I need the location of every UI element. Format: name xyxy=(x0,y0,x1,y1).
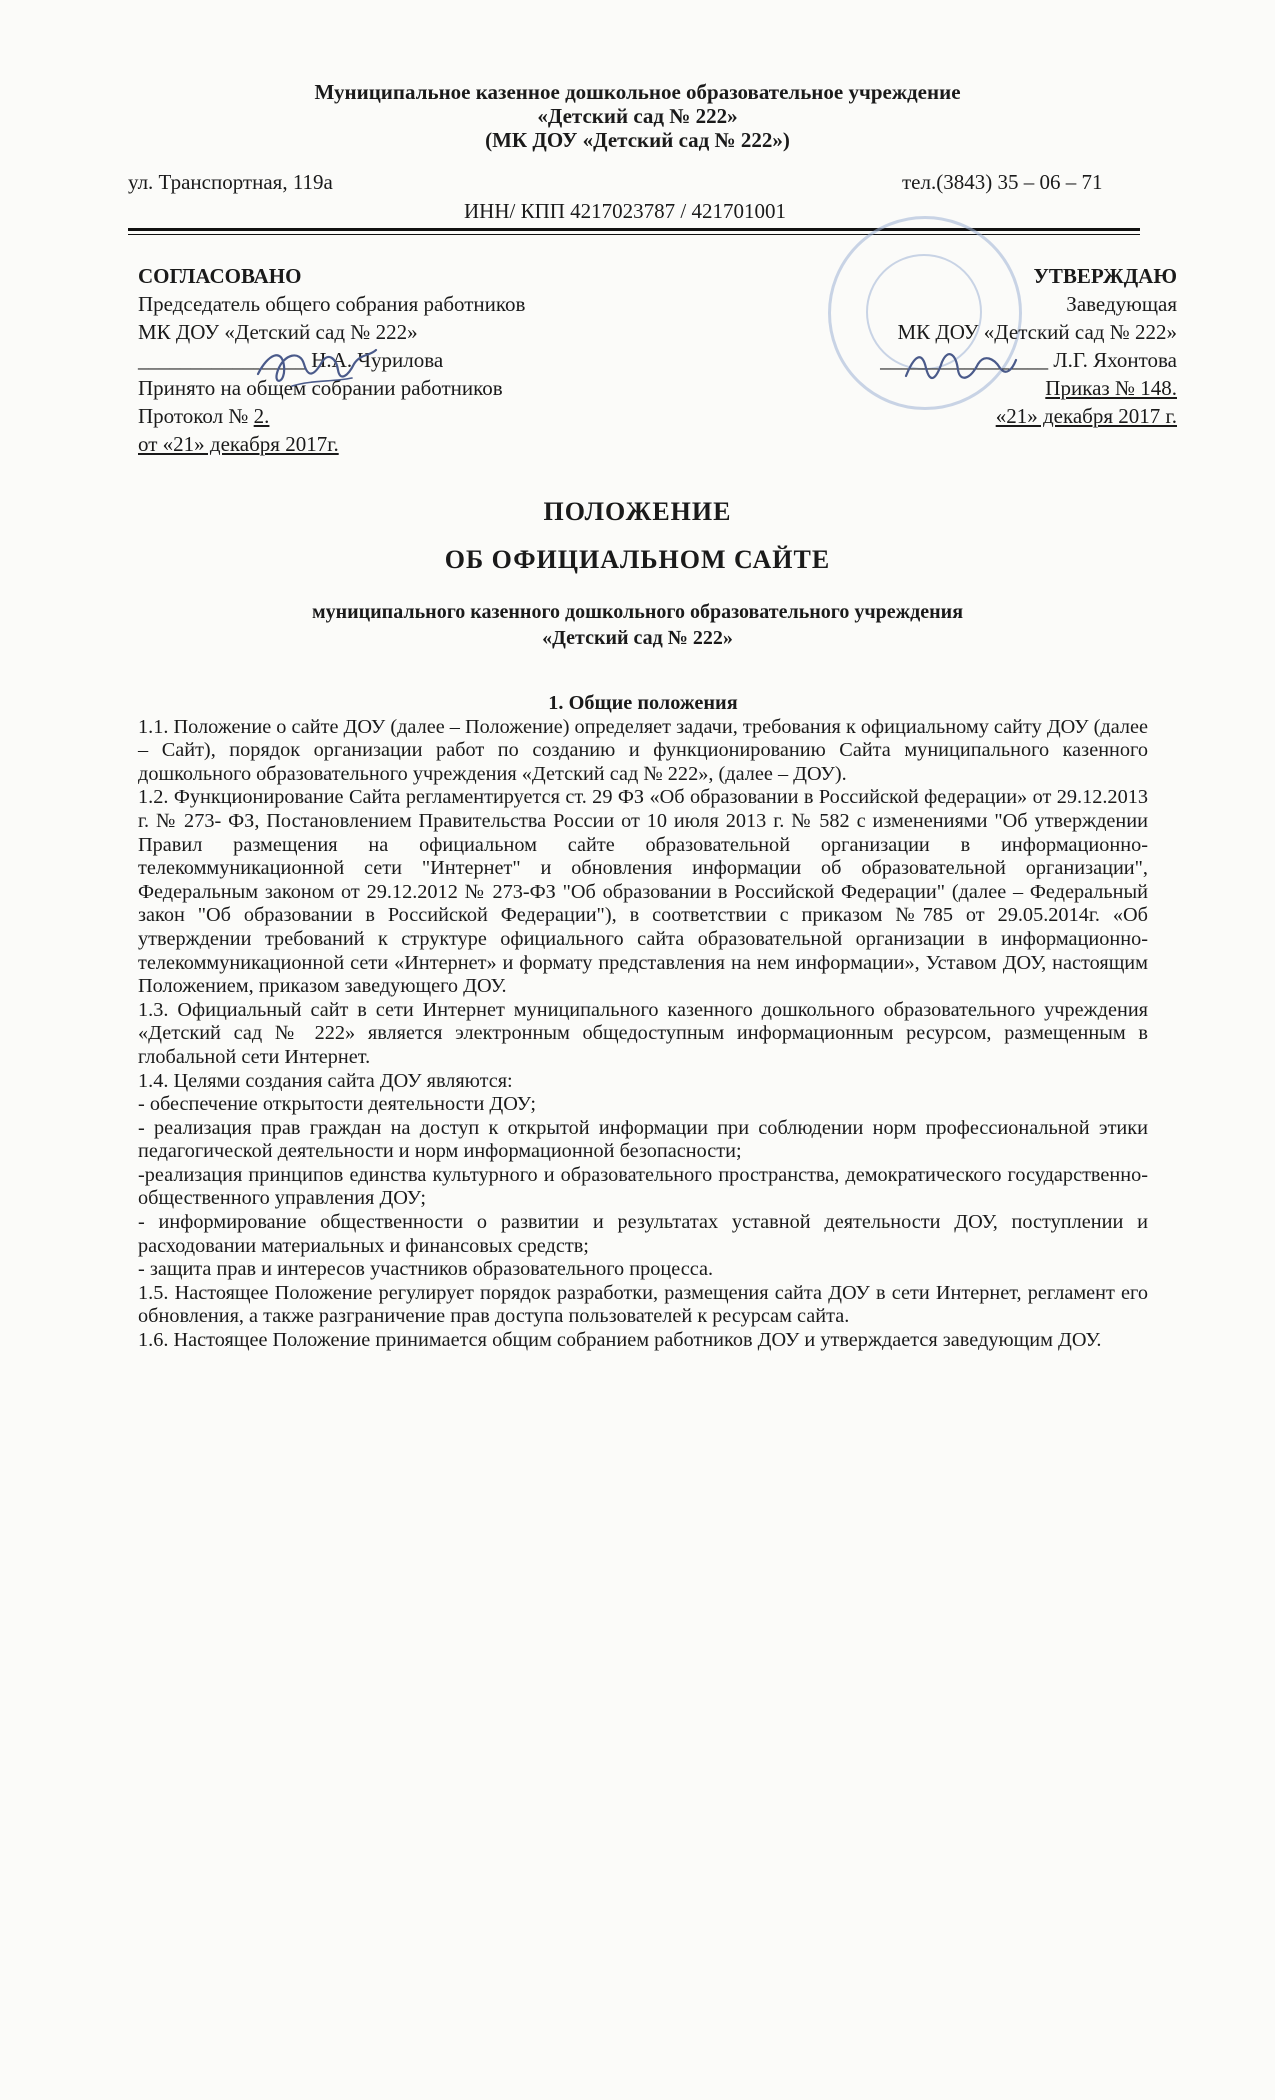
document-subtitle-line1: муниципального казенного дошкольного образовательного учреждения xyxy=(311,601,964,623)
document-subtitle-line2: «Детский сад № 222» xyxy=(542,627,733,649)
approved-date: «21» декабря 2017 г. xyxy=(995,404,1177,428)
paragraph-1-3: 1.3. Официальный сайт в сети Интернет муниципального казенного дошкольного образовательного учреждения «Детский сад № 222» является электронным общедоступным информационным ресурсом, размещенным в глобальной сети Интернет. xyxy=(138,998,1148,1068)
paragraph-1-1: 1.1. Положение о сайте ДОУ (далее – Положение) определяет задачи, требования к официальному сайту ДОУ (далее – Сайт), порядок организации работ по созданию и функционированию Сайта муниципального казенного дошкольного образовательного учреждения «Детский сад № 222», (далее – ДОУ). xyxy=(138,715,1148,785)
section-1 xyxy=(138,692,1148,1353)
org-phone: тел.(3843) 35 – 06 – 71 xyxy=(902,170,1103,194)
agreed-line4: Принято на общем собрании работников xyxy=(138,376,503,400)
approved-line2: МК ДОУ «Детский сад № 222» xyxy=(897,320,1177,344)
agreed-protocol xyxy=(138,402,525,430)
org-name-line2: «Детский сад № 222» xyxy=(537,104,738,128)
goal-item-1: - обеспечение открытости деятельности ДОУ; xyxy=(138,1093,536,1116)
agreed-line1: Председатель общего собрания работников xyxy=(138,292,526,316)
org-name-line3: (МК ДОУ «Детский сад № 222») xyxy=(485,128,790,152)
paragraph-1-5: 1.5. Настоящее Положение регулирует порядок разработки, размещения сайта ДОУ в сети Интернет, регламент его обновления, а также разграничение прав доступа пользователей к ресурсам сайта. xyxy=(138,1281,1148,1328)
header-rule-thick xyxy=(128,228,1140,231)
approved-heading: УТВЕРЖДАЮ xyxy=(1033,264,1177,288)
agreed-signature xyxy=(252,336,382,394)
goal-item-2: - реализация прав граждан на доступ к открытой информации при соблюдении норм профессиональной этики педагогической деятельности и норм информационной безопасности; xyxy=(138,1116,1148,1163)
org-name-line1: Муниципальное казенное дошкольное образовательное учреждение xyxy=(314,80,961,104)
agreed-line2: МК ДОУ «Детский сад № 222» xyxy=(138,320,418,344)
paragraph-1-2: 1.2. Функционирование Сайта регламентируется ст. 29 ФЗ «Об образовании в Российской федерации» от 29.12.2013 г. № 273- ФЗ, Постановлением Правительства России от 10 июля 2013 г. № 582 с изменениями "Об утверждении Правил размещения на официальном сайте образовательной организации в информационно-телекоммуникационной сети "Интернет" и обновления информации об образовательной организации", Федеральным законом от 29.12.2012 № 273-ФЗ "Об образовании в Российской Федерации" (далее – Федеральный закон "Об образовании в Российской Федерации"), в соответствии с приказом №785 от 29.05.2014г. «Об утверждении требований к структуре официального сайта образовательной организации в информационно-телекоммуникационной сети «Интернет» и формату представления на нем информации», Уставом ДОУ, настоящим Положением, приказом заведующего ДОУ. xyxy=(138,786,1148,998)
agreed-heading: СОГЛАСОВАНО xyxy=(138,264,302,288)
approved-signer: Л.Г. Яхонтова xyxy=(1053,348,1177,372)
agreed-protocol-label: Протокол № xyxy=(138,404,254,428)
header-rule-thin xyxy=(128,234,1140,235)
agreed-signer: Н.А. Чурилова xyxy=(311,348,444,372)
agreed-signature-blank: ________________ xyxy=(138,348,306,372)
paragraph-1-4: 1.4. Целями создания сайта ДОУ являются: xyxy=(138,1069,513,1092)
section-1-heading: 1. Общие положения xyxy=(548,692,738,714)
org-inn: ИНН/ КПП 4217023787 / 421701001 xyxy=(464,199,787,223)
goal-item-5: - защита прав и интересов участников образовательного процесса. xyxy=(138,1258,714,1281)
paragraph-1-6: 1.6. Настоящее Положение принимается общим собранием работников ДОУ и утверждается заведующим ДОУ. xyxy=(138,1329,1102,1352)
agreed-date: от «21» декабря 2017г. xyxy=(138,432,339,456)
approved-line1: Заведующая xyxy=(1066,292,1177,316)
goal-item-4: - информирование общественности о развитии и результатах уставной деятельности ДОУ, поступлении и расходовании материальных и финансовых средств; xyxy=(138,1211,1148,1257)
approved-order: Приказ № 148. xyxy=(1045,376,1177,400)
document-title-line2: ОБ ОФИЦИАЛЬНОМ САЙТЕ xyxy=(444,545,831,574)
document-title: ПОЛОЖЕНИЕ xyxy=(543,497,732,526)
approved-signature-blank: ________________ xyxy=(880,348,1049,372)
agreed-protocol-number: 2. xyxy=(253,404,270,428)
approved-signature xyxy=(900,340,1020,390)
org-address: ул. Транспортная, 119а xyxy=(128,170,333,194)
goal-item-3: -реализация принципов единства культурного и образовательного пространства, демократического государственно-общественного управления ДОУ; xyxy=(138,1163,1148,1210)
